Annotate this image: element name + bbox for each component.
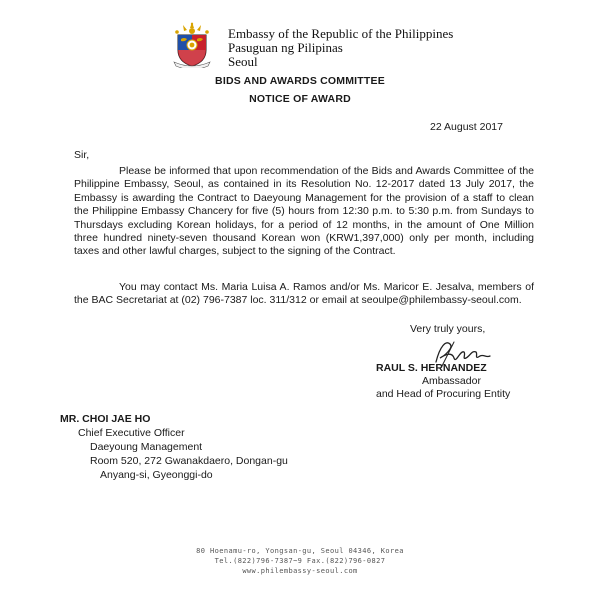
body-paragraph-award: Please be informed that upon recommendation of the Bids and Awards Committee of the Philippine Embassy, Seoul, as contained in its Resolution No. 12-2017 dated 13 July 2017, the Embassy is awarding the Contract to Daeyoung Management for the provision of a staff to clean the Philippine Embassy Chancery for five (5) hours from 12:30 p.m. to 5:30 p.m. from Sundays to Thursdays excluding Korean holidays, for a period of 12 months, in the amount of One Million three hundred ninety-seven thousand Korean won (KRW1,397,000) only per month, including taxes and other lawful charges, subject to the signing of the Contract. xyxy=(74,165,534,258)
body-paragraph-contact: You may contact Ms. Maria Luisa A. Ramos and/or Ms. Maricor E. Jesalva, members of the BAC Secretariat at (02) 796-7387 loc. 311/312 or email at seoulpe@philembassy-seoul.com. xyxy=(74,281,534,307)
letterhead-city: Seoul xyxy=(228,54,258,69)
signatory-name: RAUL S. HERNANDEZ xyxy=(376,362,487,374)
letter-date: 22 August 2017 xyxy=(430,121,503,133)
footer-address: 80 Hoenamu-ro, Yongsan-gu, Seoul 04346, Korea xyxy=(196,547,404,555)
footer-contact: Tel.(822)796-7387~9 Fax.(822)796-0827 xyxy=(214,557,386,565)
footer-website: www.philembassy-seoul.com xyxy=(242,567,358,575)
recipient-address-line2: Anyang-si, Gyeonggi-do xyxy=(100,469,213,481)
salutation: Sir, xyxy=(74,149,90,161)
embassy-seal-icon xyxy=(168,20,216,68)
recipient-company: Daeyoung Management xyxy=(90,441,203,453)
notice-heading: NOTICE OF AWARD xyxy=(249,93,351,105)
recipient-name: MR. CHOI JAE HO xyxy=(60,413,151,425)
letterhead-filipino-name: Pasuguan ng Pilipinas xyxy=(228,40,343,55)
recipient-position: Chief Executive Officer xyxy=(78,427,185,439)
committee-heading: BIDS AND AWARDS COMMITTEE xyxy=(215,75,385,87)
signatory-title: Ambassador xyxy=(422,375,481,387)
letterhead-embassy-name: Embassy of the Republic of the Philippines xyxy=(228,26,454,41)
signatory-role: and Head of Procuring Entity xyxy=(376,388,511,400)
recipient-address-line1: Room 520, 272 Gwanakdaero, Dongan-gu xyxy=(90,455,288,467)
complimentary-close: Very truly yours, xyxy=(410,323,486,335)
